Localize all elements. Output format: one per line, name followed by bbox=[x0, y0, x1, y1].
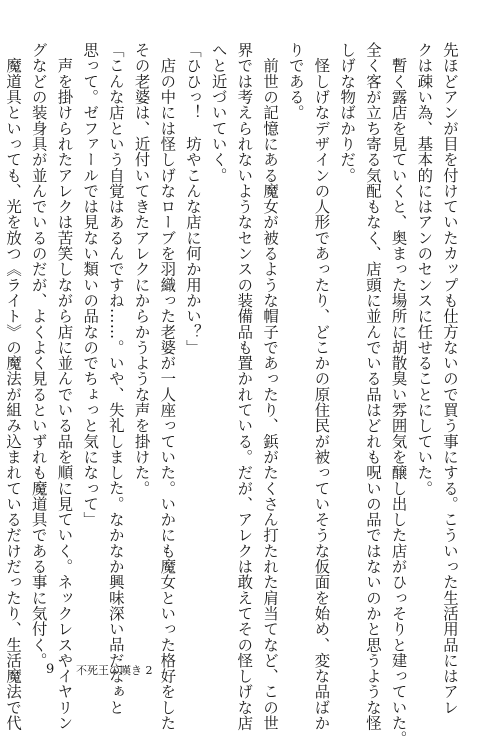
text-line: 先ほどアンが目を付けていたカップも仕方ないので買う事にする。こういった生活用品にはアレ bbox=[441, 42, 459, 715]
text-line: グなどの装身具が並んでいるのだが、よくよく見るといずれも魔道具である事に気付く。 bbox=[29, 42, 48, 668]
text-line: 界では考えられないようなセンスの装備品も置かれている。だが、アレクは敢えてその怪しげな店 bbox=[235, 42, 254, 731]
text-line: 魔道具といっても、光を放つ《ライト》の魔法が組み込まれているだけだったり、生活魔法で代 bbox=[4, 42, 23, 731]
text-line: へと近づいていく。 bbox=[209, 42, 228, 183]
text-line: 思って。ゼファールでは見ない類いの品なのでちょっと気になって」 bbox=[81, 42, 100, 528]
text-line: 声を掛けられたアレクは苦笑しながら店に並んでいる品を順に見ていく。ネックレスやイヤリン bbox=[55, 42, 74, 731]
text-line: 暫く露店を見ていくと、奥まった場所に胡散臭い雰囲気を醸し出した店がひっそりと建っていた。 bbox=[389, 42, 408, 746]
text-line: りである。 bbox=[286, 42, 305, 121]
text-line: その老婆は、近付いてきたアレクにからかうような声を掛けた。 bbox=[132, 42, 151, 496]
text-line: 前世の記憶にある魔女が被るような帽子であったり、鋲がたくさん打たれた肩当てなど、この世 bbox=[261, 42, 280, 731]
text-line: 「ひひっ！ 坊やこんな店に何か用かい？」 bbox=[183, 42, 202, 355]
text-line: 「こんな店という自覚はあるんですね……。いや、失礼しました。なかなか興味深い品だなぁと bbox=[106, 42, 125, 715]
text-line: クは疎い為、基本的にはアンのセンスに任せることにしていた。 bbox=[415, 42, 434, 496]
text-line: 怪しげなデザインの人形であったり、どこかの原住民が被っていそうな仮面を始め、変な品ばか bbox=[312, 42, 331, 731]
text-line: 全く客が立ち寄る気配もなく、店頭に並んでいる品はどれも呪いの品ではないのかと思うような怪 bbox=[363, 42, 382, 731]
running-title: 不死王の嘆き 2 bbox=[76, 664, 153, 677]
text-line: しげな物ばかりだ。 bbox=[338, 42, 357, 183]
text-line: 店の中には怪しげなローブを羽織った老婆が一人座っていた。いかにも魔女といった格好をした bbox=[158, 42, 177, 731]
page-number: 9 bbox=[46, 662, 55, 677]
